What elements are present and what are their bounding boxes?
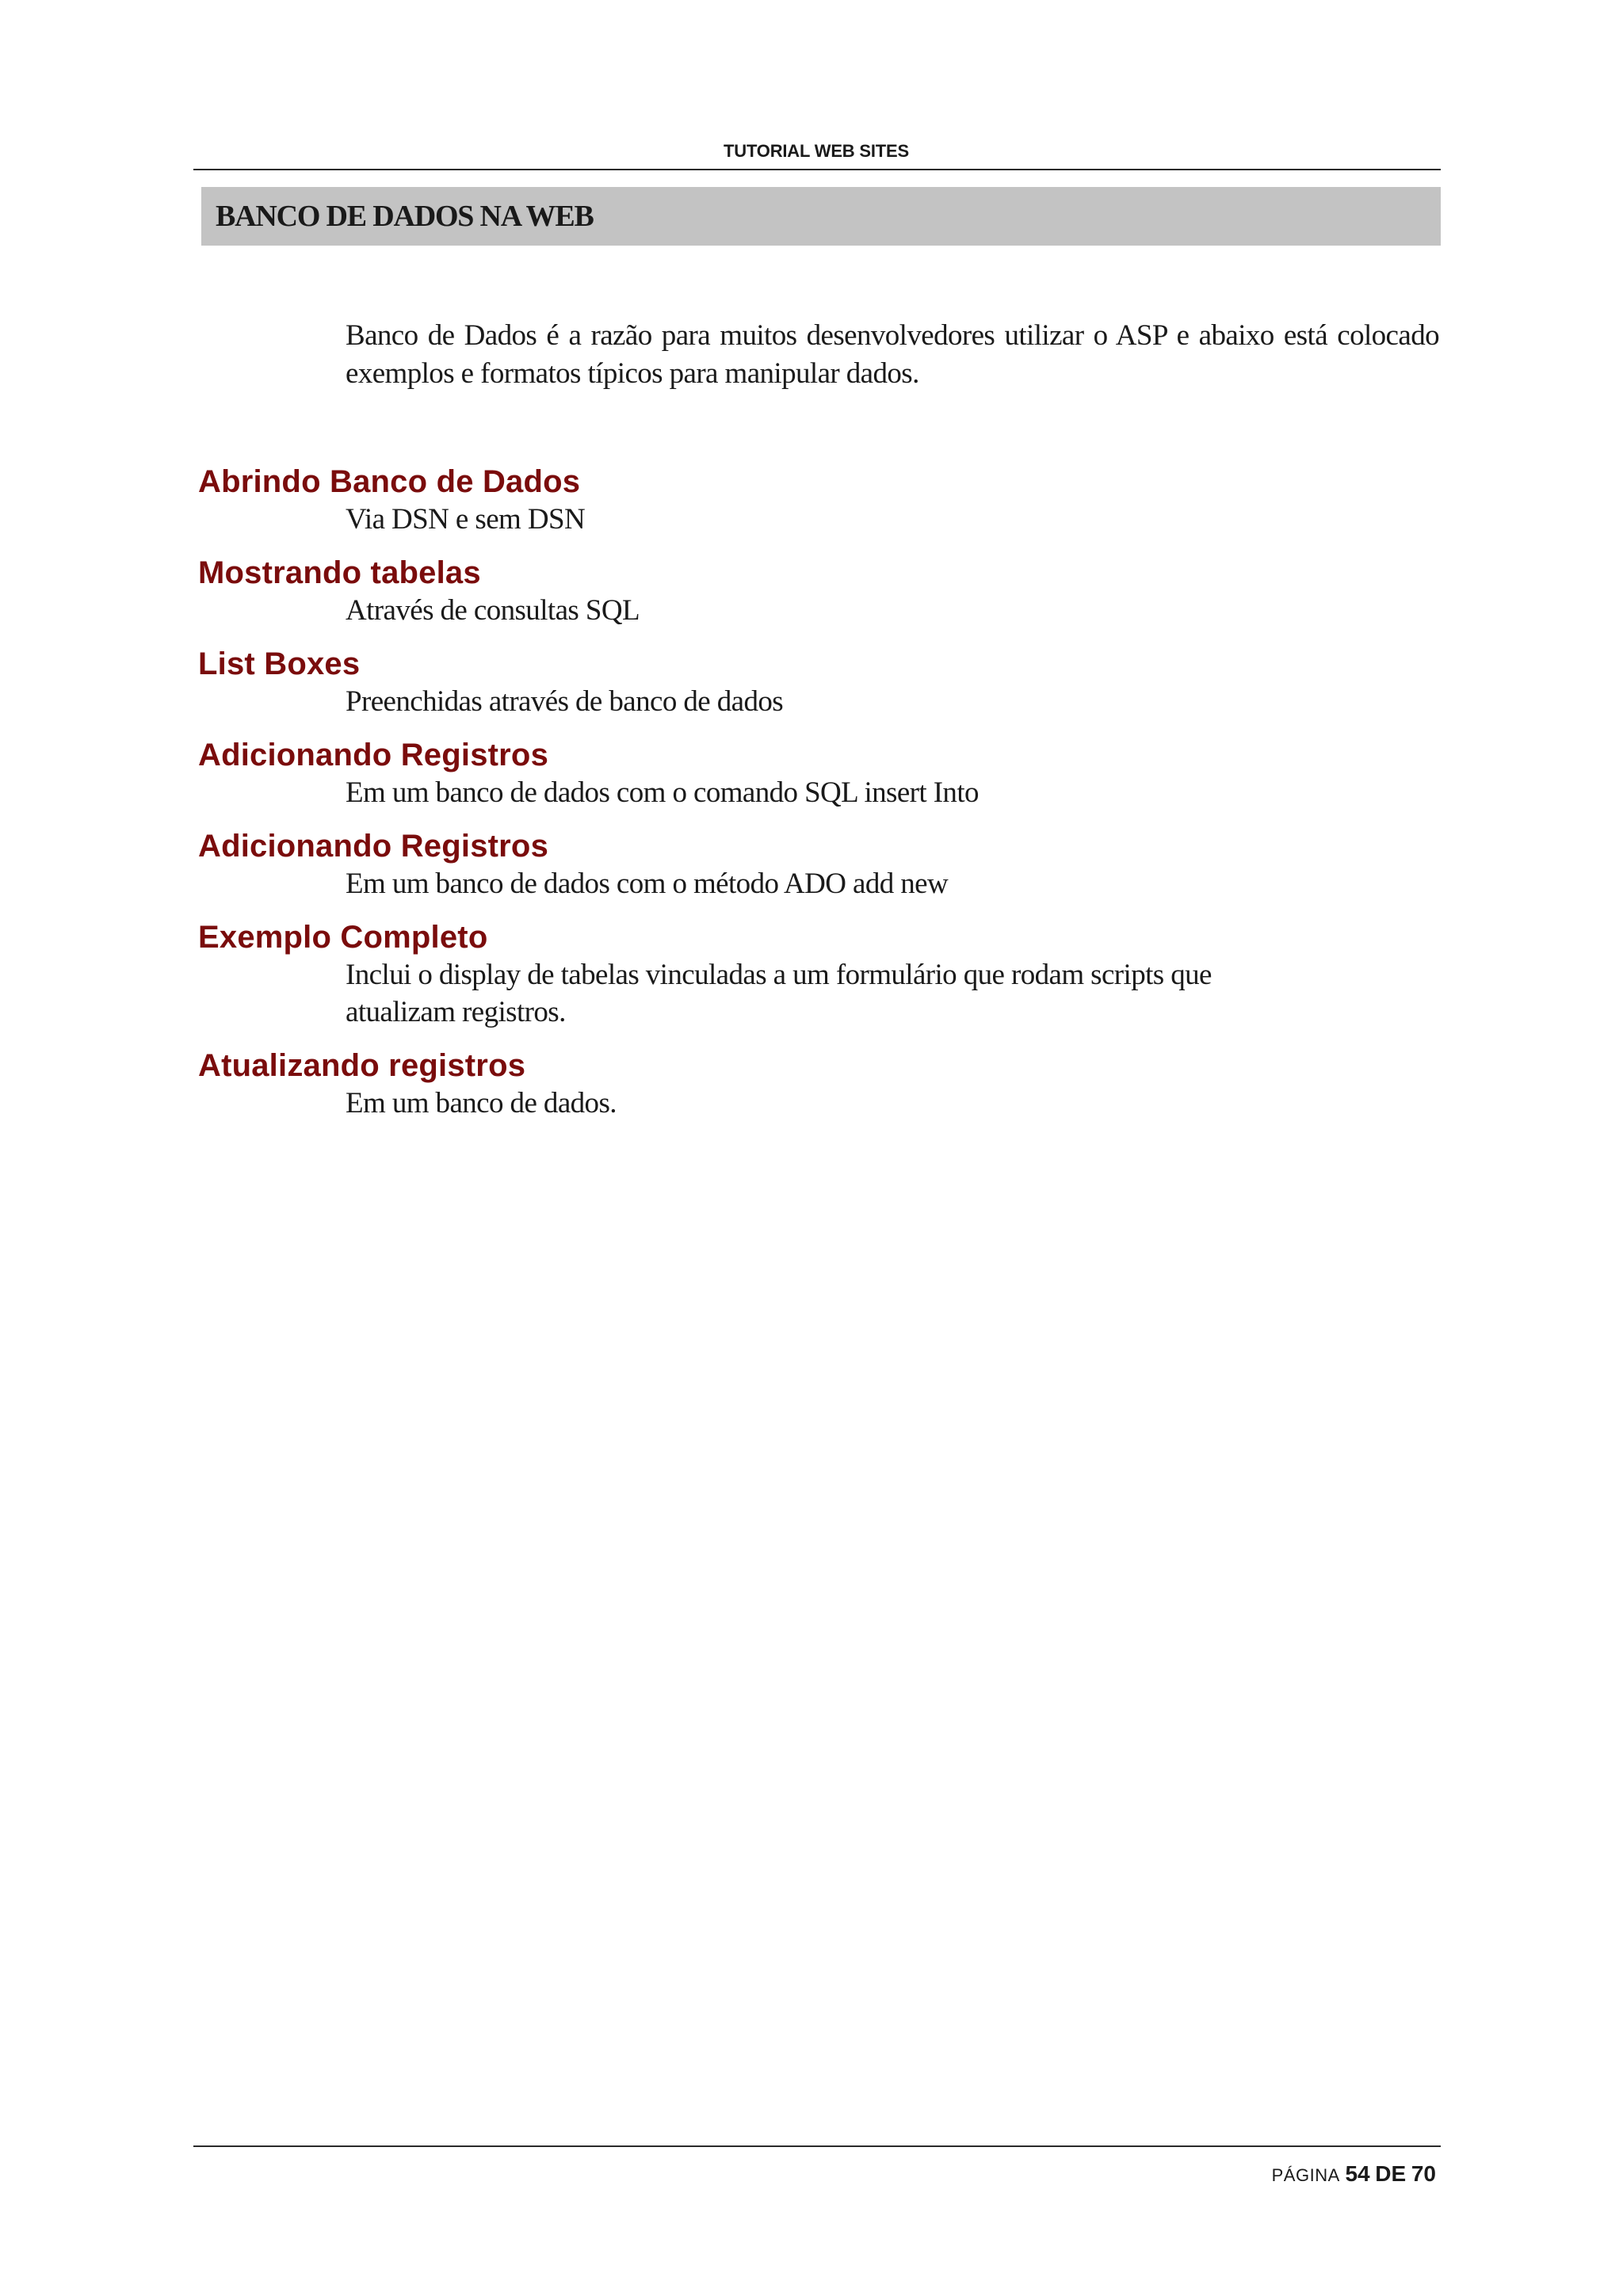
page-label: PÁGINA (1271, 2165, 1340, 2185)
topic-description: Preenchidas através de banco de dados (346, 685, 784, 718)
topic-item (198, 827, 1442, 902)
topic-description: Em um banco de dados com o comando SQL insert Into (346, 776, 979, 809)
footer-rule (193, 2145, 1441, 2147)
topic-item (198, 645, 1442, 720)
header-rule (193, 169, 1441, 170)
topic-item (198, 1047, 1442, 1122)
topic-description: Inclui o display de tabelas vinculadas a um formulário que rodam scripts que atualizam registros. (346, 959, 1212, 1028)
intro-paragraph: Banco de Dados é a razão para muitos desenvolvedores utilizar o ASP e abaixo está colocado exemplos e formatos típicos para manipular dados. (346, 319, 1439, 390)
topic-description: Em um banco de dados. (346, 1087, 617, 1119)
topic-title: Mostrando tabelas (198, 555, 481, 590)
topic-title: Adicionando Registros (198, 829, 549, 864)
section-title: BANCO DE DADOS NA WEB (216, 200, 594, 233)
page-footer (1272, 2161, 1436, 2187)
topic-title: List Boxes (198, 646, 361, 681)
topic-title: Abrindo Banco de Dados (198, 464, 581, 499)
topic-item (198, 736, 1442, 811)
topic-item (198, 463, 1442, 538)
topic-title: Adicionando Registros (198, 738, 549, 772)
topic-description: Em um banco de dados com o método ADO add new (346, 868, 949, 900)
of-label: DE (1375, 2161, 1407, 2186)
section-band (201, 187, 1441, 246)
topic-list (198, 463, 1442, 1138)
running-header: TUTORIAL WEB SITES (724, 141, 909, 161)
total-pages: 70 (1411, 2161, 1436, 2186)
topic-description: Via DSN e sem DSN (346, 503, 586, 536)
topic-title: Exemplo Completo (198, 920, 488, 955)
topic-description: Através de consultas SQL (346, 594, 640, 627)
topic-item (198, 918, 1442, 1031)
topic-item (198, 554, 1442, 629)
page-number: 54 (1345, 2161, 1370, 2186)
topic-title: Atualizando registros (198, 1048, 526, 1083)
